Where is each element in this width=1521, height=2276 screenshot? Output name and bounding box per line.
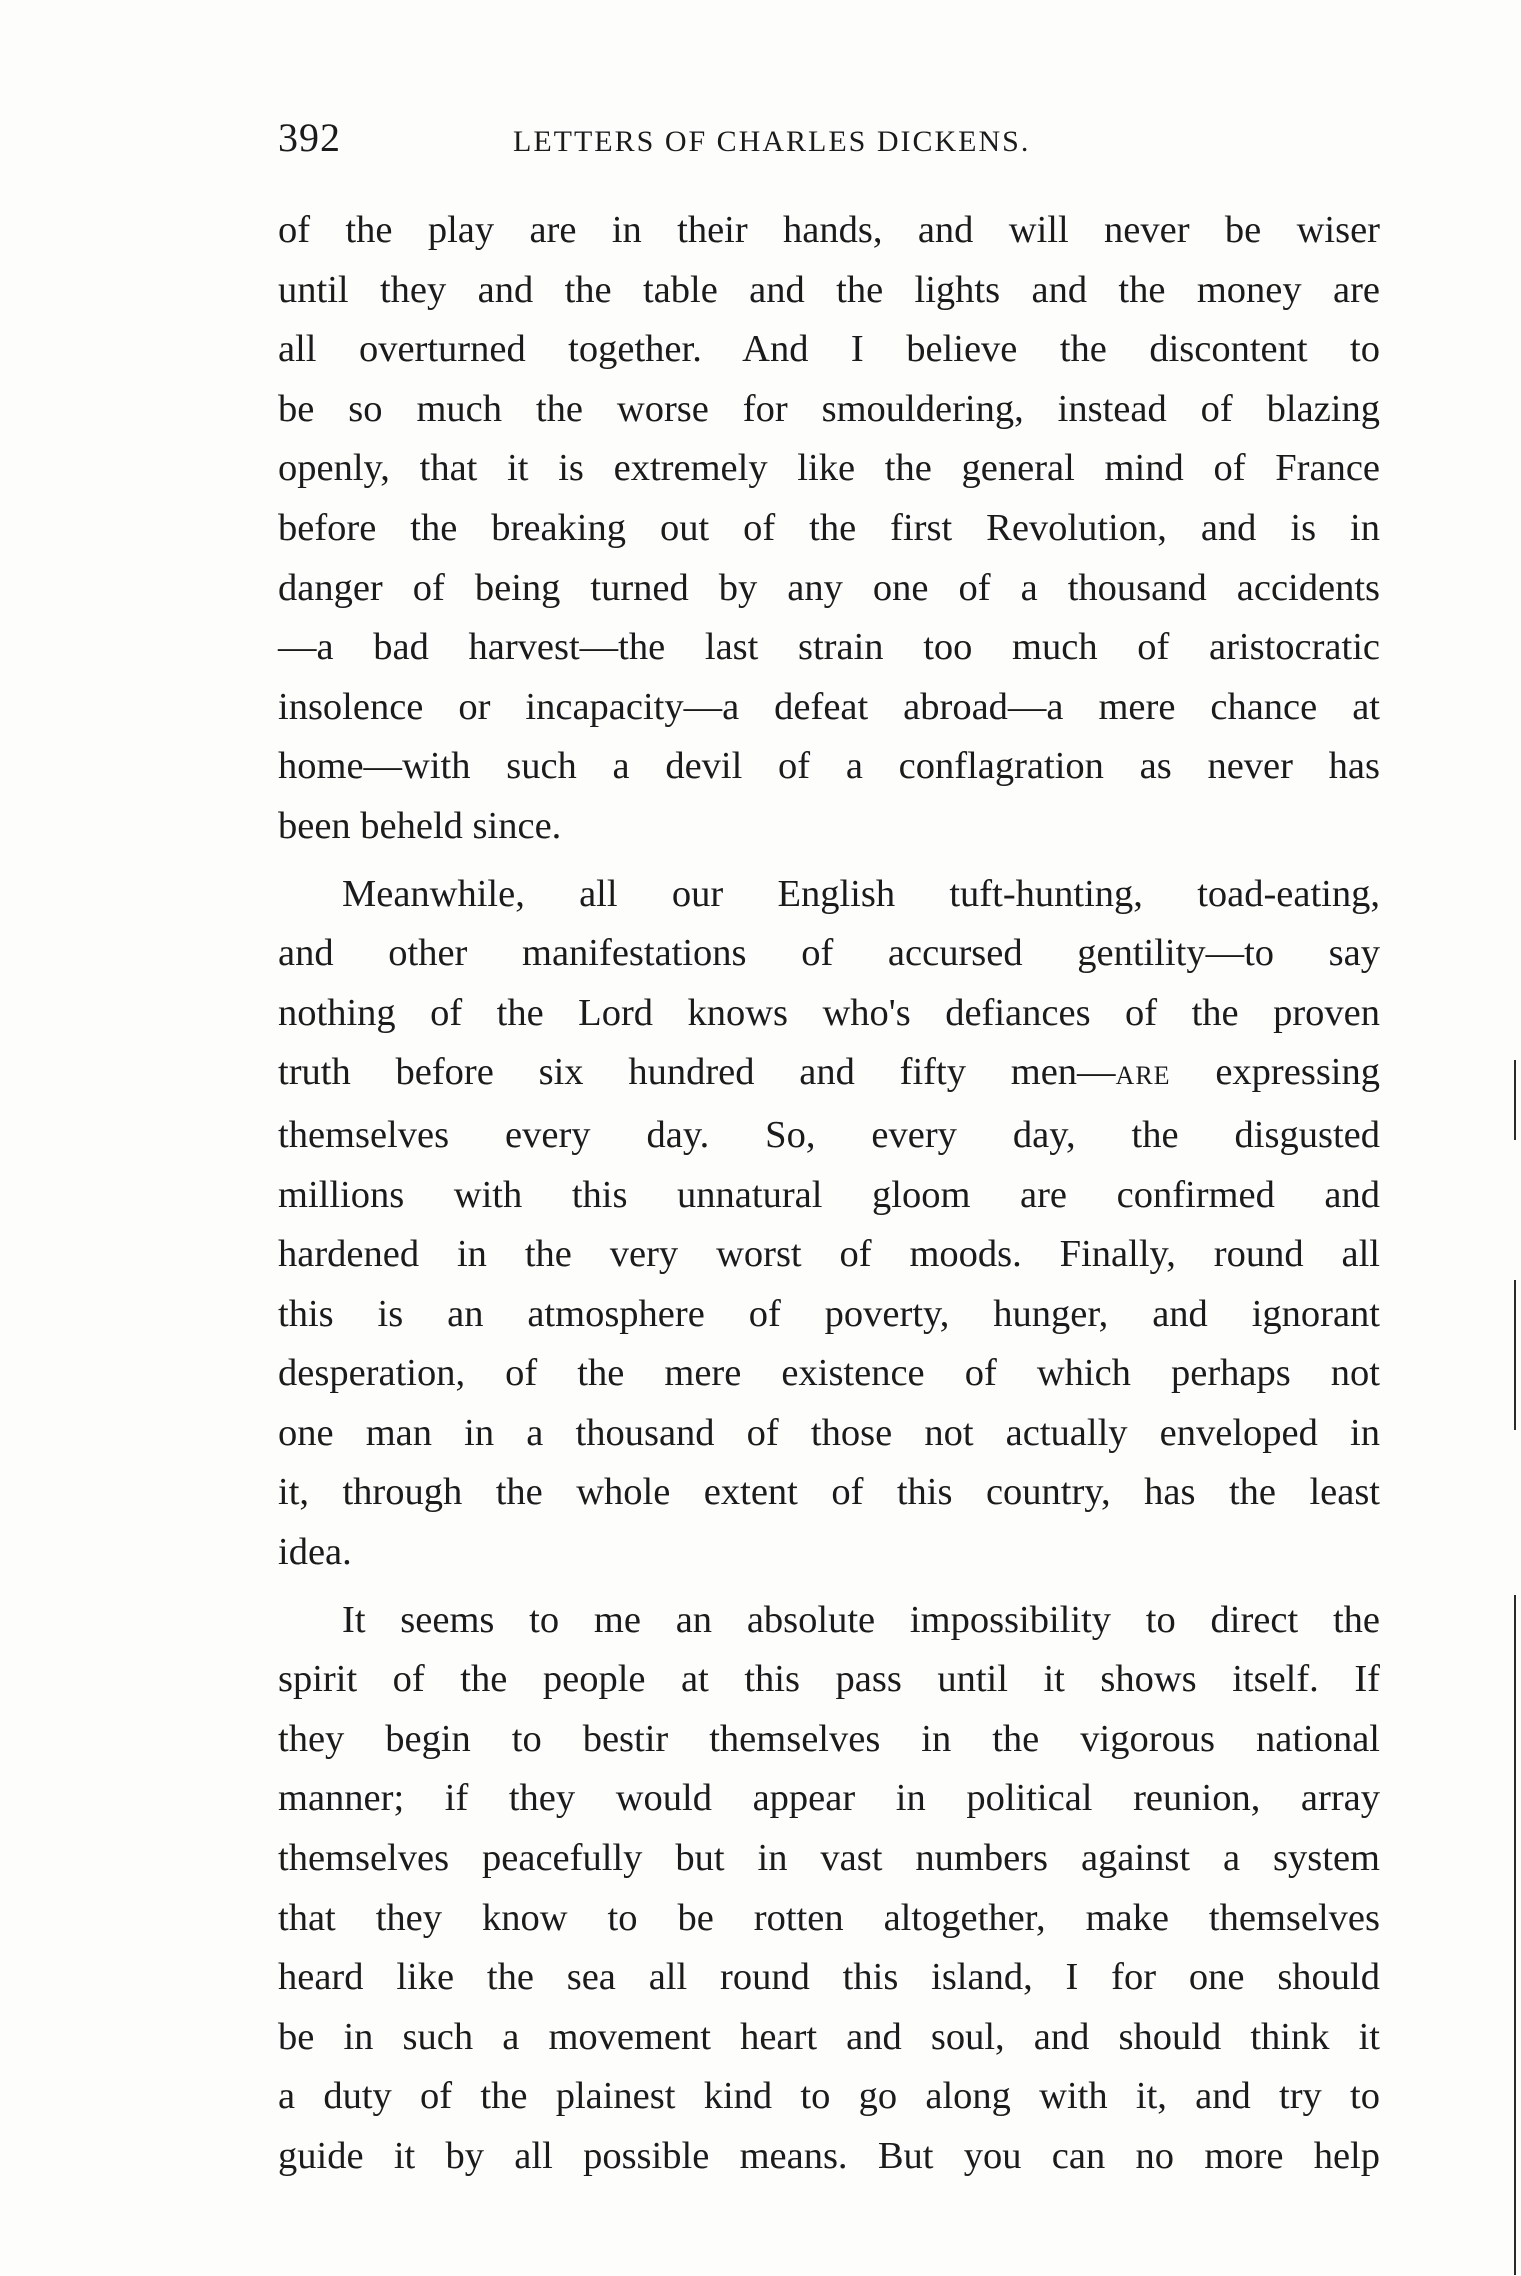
text-line: be so much the worse for smouldering, instead of blazing — [278, 387, 1380, 430]
text-line: openly, that it is extremely like the general mind of France — [278, 447, 1380, 490]
text-line: this is an atmosphere of poverty, hunger, and ignorant — [278, 1292, 1380, 1335]
text-line: nothing of the Lord knows who's defiances of the proven — [278, 991, 1380, 1034]
text-line: a duty of the plainest kind to go along with it, and try to — [278, 2075, 1380, 2118]
text-line: before the breaking out of the first Revolution, and is in — [278, 506, 1380, 549]
text-line: one man in a thousand of those not actually enveloped in — [278, 1411, 1380, 1454]
scan-edge-mark — [1514, 1060, 1516, 1140]
paragraph-1 — [278, 201, 1380, 857]
text-line: all overturned together. And I believe the discontent to — [278, 328, 1380, 371]
text-line: be in such a movement heart and soul, and should think it — [278, 2015, 1380, 2058]
text-line: idea. — [278, 1531, 352, 1574]
letter-body — [278, 201, 1380, 2195]
paragraph-2 — [278, 865, 1380, 1583]
text-line: that they know to be rotten altogether, make themselves — [278, 1896, 1380, 1939]
text-segment: truth before six hundred and fifty men— — [278, 1051, 1116, 1094]
text-line: heard like the sea all round this island, I for one should — [278, 1956, 1380, 1999]
text-line: been beheld since. — [278, 804, 562, 847]
text-line: It seems to me an absolute impossibility to direct the — [342, 1598, 1380, 1641]
scan-edge-mark — [1514, 1280, 1516, 1430]
text-line: Meanwhile, all our English tuft-hunting, toad-eating, — [342, 872, 1380, 915]
scan-edge-mark — [1514, 1595, 1516, 2275]
text-line: danger of being turned by any one of a thousand accidents — [278, 566, 1380, 609]
text-line: —a bad harvest—the last strain too much of aristocratic — [278, 626, 1380, 669]
text-line: until they and the table and the lights and the money are — [278, 268, 1380, 311]
text-segment: expressing — [1170, 1051, 1380, 1094]
running-title: LETTERS OF CHARLES DICKENS. — [513, 125, 1031, 158]
text-line: it, through the whole extent of this country, has the least — [278, 1471, 1380, 1514]
text-line: guide it by all possible means. But you can no more help — [278, 2135, 1380, 2177]
text-line: home—with such a devil of a conflagration as never has — [278, 745, 1380, 788]
text-line: insolence or incapacity—a defeat abroad—a mere chance at — [278, 685, 1380, 728]
text-line: themselves peacefully but in vast numbers against a system — [278, 1837, 1380, 1880]
page-header — [278, 108, 1380, 168]
page-number: 392 — [278, 115, 341, 160]
smallcaps-word: ARE — [1115, 1061, 1171, 1091]
text-line-with-smallcaps — [278, 1043, 1380, 1106]
text-line: spirit of the people at this pass until it shows itself. If — [278, 1658, 1380, 1701]
text-line: themselves every day. So, every day, the disgusted — [278, 1113, 1380, 1156]
text-line: millions with this unnatural gloom are confirmed and — [278, 1173, 1380, 1216]
text-line: they begin to bestir themselves in the vigorous national — [278, 1717, 1380, 1760]
text-line: manner; if they would appear in political reunion, array — [278, 1777, 1380, 1820]
paragraph-3 — [278, 1591, 1380, 2187]
text-line: and other manifestations of accursed gentility—to say — [278, 932, 1380, 975]
text-line: of the play are in their hands, and will never be wiser — [278, 209, 1380, 251]
text-line: hardened in the very worst of moods. Finally, round all — [278, 1233, 1380, 1276]
text-line: desperation, of the mere existence of which perhaps not — [278, 1352, 1380, 1395]
